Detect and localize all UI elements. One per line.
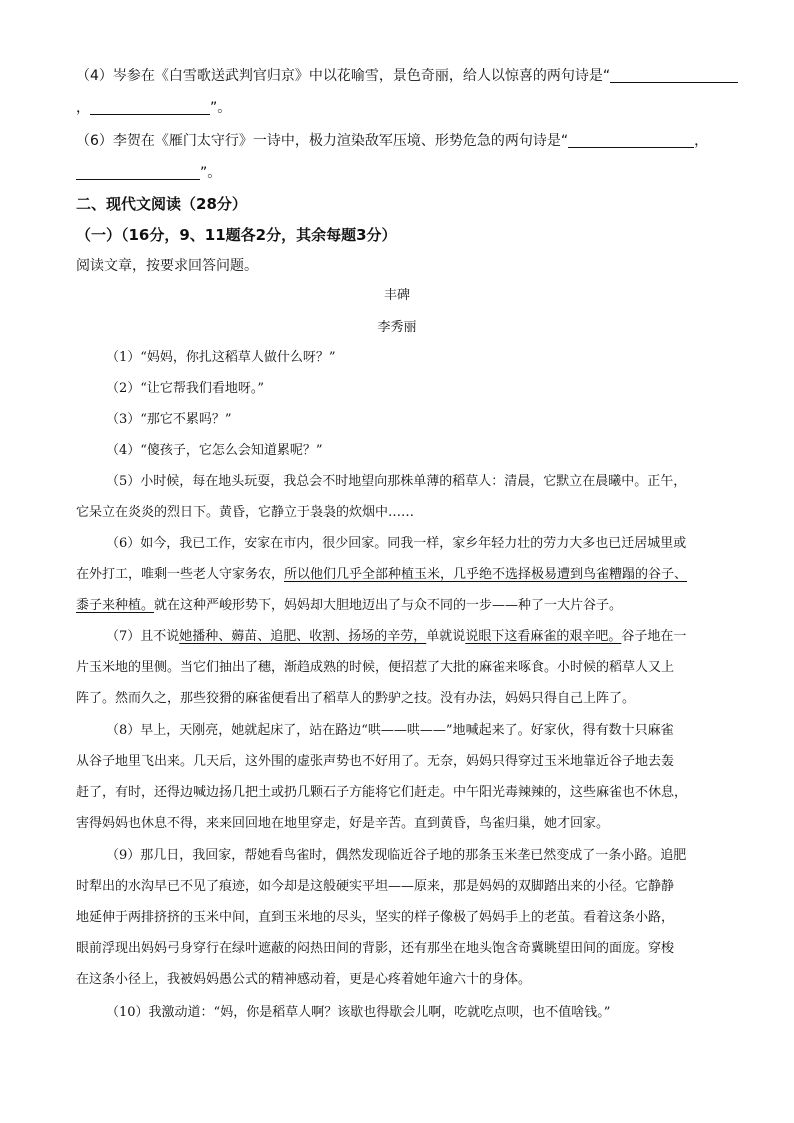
question-4 <box>76 66 726 86</box>
question-4-line2 <box>76 98 726 118</box>
paragraph-line: （10）我激动道：“妈，你是稻草人啊？该歇也得歇会儿啊，吃就吃点呗，也不值啥钱。” <box>106 1005 611 1020</box>
subsection-heading: （一）（16分，9、11题各2分，其余每题3分） <box>76 226 397 244</box>
paragraph-2 <box>76 373 726 404</box>
paragraph-line: （8）早上，天刚亮，她就起床了，站在路边“哄——哄——”地喊起来了。好家伙，得有数十只麻雀 <box>106 723 674 738</box>
paragraph-line <box>76 559 726 590</box>
question-6 <box>76 131 726 151</box>
paragraph-4 <box>76 435 726 466</box>
paragraph-line <box>76 590 726 621</box>
text-run: 在外打工，唯剩一些老人守家务农， <box>76 567 285 582</box>
paragraph-line: 时犁出的水沟早已不见了痕迹，如今却是这般硬实平坦——原来，那是妈妈的双脚踏出来的小径。它静静 <box>76 879 675 894</box>
paragraph-line <box>76 621 726 652</box>
paragraph-line: 害得妈妈也休息不得，来来回回地在地里穿走，好是辛苦。直到黄昏，鸟雀归巢，她才回家。 <box>76 816 610 831</box>
question-6-text: （6）李贺在《雁门太守行》一诗中，极力渲染敌军压境、形势危急的两句诗是“ <box>76 133 569 149</box>
question-6-close: ”。 <box>200 165 222 181</box>
paragraph-10 <box>76 997 726 1028</box>
paragraph-line: 眼前浮现出妈妈弓身穿行在绿叶遮蔽的闷热田间的背影，还有那坐在地头饱含奇冀眺望田间的面庞。穿梭 <box>76 941 675 956</box>
paragraph-line: （4）“傻孩子，它怎么会知道累呢？” <box>106 443 323 458</box>
underlined-sentence: 所以他们几乎全部种植玉米，几乎绝不选择极易遭到鸟雀糟蹋的谷子、 <box>284 567 688 582</box>
paragraph-9 <box>76 840 726 995</box>
underlined-phrase: 说眼下这看麻雀的艰辛吧。 <box>465 629 622 644</box>
paragraph-3 <box>76 404 726 435</box>
paragraph-5 <box>76 466 726 528</box>
question-4-close: ”。 <box>210 100 232 116</box>
text-run: 谷子地在一 <box>621 629 687 644</box>
paragraph-line: 它呆立在炎炎的烈日下。黄昏，它静立于袅袅的炊烟中…… <box>76 505 415 520</box>
paragraph-6 <box>76 528 726 621</box>
paragraph-8 <box>76 715 726 839</box>
paragraph-line: （9）那几日，我回家，帮她看鸟雀时，偶然发现临近谷子地的那条玉米垄已然变成了一条小路。追肥 <box>106 848 687 863</box>
paragraph-1 <box>76 342 726 373</box>
question-6-comma: ， <box>694 133 709 149</box>
paragraph-line: （6）如今，我已工作，安家在市内，很少回家。同我一样，家乡年轻力壮的劳力大多也已迁居城里或 <box>106 536 687 551</box>
paragraph-line: 在这条小径上，我被妈妈愚公式的精神感动着，更是心疼着她年逾六十的身体。 <box>76 972 532 987</box>
paragraph-line: （2）“让它帮我们看地呀。” <box>106 381 265 396</box>
answer-blank[interactable] <box>610 68 738 83</box>
paragraph-line: （1）“妈妈，你扎这稻草人做什么呀？” <box>106 350 336 365</box>
paragraph-line: （5）小时候，每在地头玩耍，我总会不时地望向那株单薄的稻草人：清晨，它默立在晨曦中。正午， <box>106 474 687 489</box>
paragraph-line: 赶了，有时，还得边喊边扬几把土或扔几颗石子方能将它们赶走。中午阳光毒辣辣的，这些麻雀也不休息， <box>76 785 688 800</box>
text-run: 就在这种严峻形势下，妈妈却大胆地迈出了与众不同的一步——种了一大片谷子。 <box>154 598 623 613</box>
paragraph-line: 从谷子地里飞出来。几天后，这外围的虚张声势也不好用了。无奈，妈妈只得穿过玉米地靠近谷子地去轰 <box>76 754 675 769</box>
text-run: （7）且不说 <box>106 629 180 644</box>
text-run: 单就说 <box>426 629 466 644</box>
answer-blank[interactable] <box>76 165 200 180</box>
paragraph-line: 地延伸于两排挤挤的玉米中间，直到玉米地的尽头，坚实的样子像极了妈妈手上的老茧。看着这条小路， <box>76 910 675 925</box>
paragraph-line: 片玉米地的里侧。当它们抽出了穗，渐趋成熟的时候，便招惹了大批的麻雀来啄食。小时候的稻草人又上 <box>76 660 675 675</box>
answer-blank[interactable] <box>568 133 694 148</box>
paragraph-line: （3）“那它不累吗？” <box>106 412 232 427</box>
paragraph-7 <box>76 621 726 714</box>
instruction: 阅读文章，按要求回答问题。 <box>76 258 258 274</box>
article-author: 李秀丽 <box>377 320 417 335</box>
question-4-text: （4）岑参在《白雪歌送武判官归京》中以花喻雪，景色奇丽，给人以惊喜的两句诗是“ <box>76 68 611 84</box>
question-4-comma: ， <box>76 100 90 116</box>
question-6-line2 <box>76 163 726 183</box>
section-heading: 二、现代文阅读（28分） <box>76 195 247 213</box>
article-title: 丰碑 <box>383 288 410 303</box>
answer-blank[interactable] <box>90 100 210 115</box>
underlined-sentence: 黍子来种植。 <box>76 598 155 613</box>
paragraph-line: 阵了。然而久之，那些狡猾的麻雀便看出了稻草人的黔驴之技。没有办法，妈妈只得自己上阵了。 <box>76 691 636 706</box>
underlined-phrase: 她播种、薅苗、追肥、收割、扬场的辛劳， <box>179 629 427 644</box>
